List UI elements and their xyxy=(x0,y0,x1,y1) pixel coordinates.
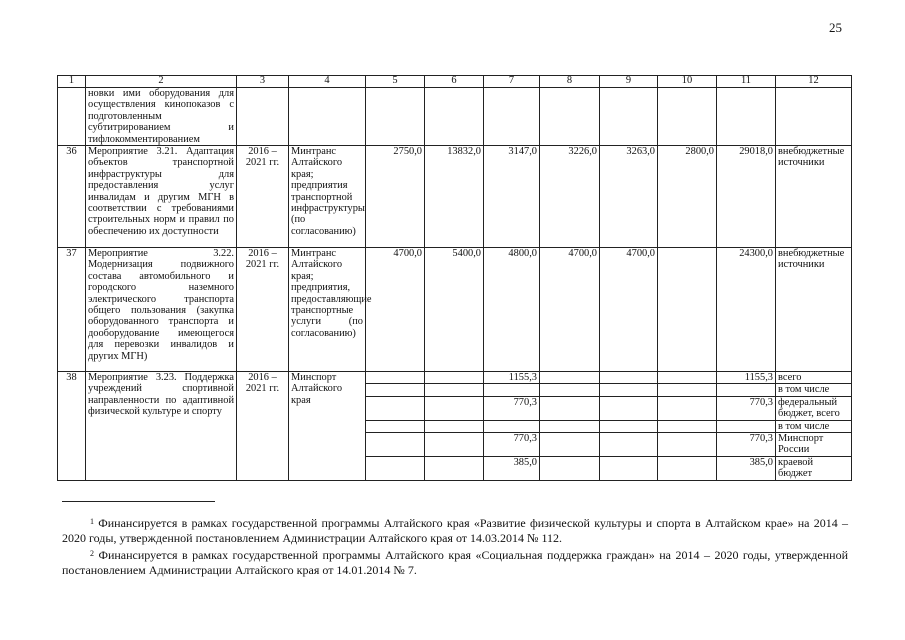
column-header: 7 xyxy=(484,76,540,88)
cell-source: внебюджетные источники xyxy=(776,146,852,248)
footnote-mark: 1 xyxy=(90,517,94,526)
column-header: 8 xyxy=(540,76,600,88)
cell-source: в том числе xyxy=(776,420,852,432)
footnote-indent xyxy=(62,516,90,530)
cell-source: Минспорт России xyxy=(776,433,852,457)
footnote-indent xyxy=(62,548,90,562)
cell-value: 24300,0 xyxy=(717,248,776,372)
cell-value xyxy=(425,384,484,396)
cell-num: 38 xyxy=(58,372,86,481)
cell-value xyxy=(366,372,425,384)
cell-value: 4700,0 xyxy=(540,248,600,372)
cell-value xyxy=(366,396,425,420)
cell-source: в том числе xyxy=(776,384,852,396)
cell-value xyxy=(717,384,776,396)
cell-source: всего xyxy=(776,372,852,384)
cell-executor xyxy=(289,88,366,146)
cell-value xyxy=(658,372,717,384)
cell-value: 2800,0 xyxy=(658,146,717,248)
header-row xyxy=(58,76,852,88)
cell-value xyxy=(540,88,600,146)
cell-num: 36 xyxy=(58,146,86,248)
cell-value xyxy=(658,384,717,396)
cell-source: краевой бюджет xyxy=(776,456,852,480)
cell-value xyxy=(600,396,658,420)
cell-value xyxy=(658,248,717,372)
cell-source xyxy=(776,88,852,146)
cell-source: федеральный бюджет, всего xyxy=(776,396,852,420)
cell-value xyxy=(717,88,776,146)
cell-description: новки ими оборудования для осуществления кинопоказов с подготовленным субтитрированием и тифлокомментированием xyxy=(86,88,237,146)
cell-value xyxy=(540,433,600,457)
cell-value xyxy=(540,372,600,384)
cell-value: 2750,0 xyxy=(366,146,425,248)
cell-period: 2016 – 2021 гг. xyxy=(237,372,289,481)
cell-value: 13832,0 xyxy=(425,146,484,248)
cell-value: 3263,0 xyxy=(600,146,658,248)
cell-value: 4700,0 xyxy=(600,248,658,372)
cell-value xyxy=(717,420,776,432)
cell-value xyxy=(540,420,600,432)
column-header: 5 xyxy=(366,76,425,88)
cell-value: 770,3 xyxy=(484,433,540,457)
cell-description: Мероприятие 3.21. Адаптация объектов транспортной инфраструктуры для предоставления услуг инвалидам и другим МГН в соответствии с требованиями строительных норм и правил по обеспечению их доступности xyxy=(86,146,237,248)
cell-value: 385,0 xyxy=(484,456,540,480)
cell-value: 770,3 xyxy=(717,396,776,420)
cell-value xyxy=(425,396,484,420)
column-header: 9 xyxy=(600,76,658,88)
cell-value xyxy=(600,384,658,396)
cell-value: 29018,0 xyxy=(717,146,776,248)
cell-value xyxy=(600,420,658,432)
column-header: 3 xyxy=(237,76,289,88)
column-header: 10 xyxy=(658,76,717,88)
cell-num: 37 xyxy=(58,248,86,372)
cell-value xyxy=(425,420,484,432)
cell-value xyxy=(425,456,484,480)
footnote-1 xyxy=(62,516,848,546)
cell-value xyxy=(540,396,600,420)
column-header: 12 xyxy=(776,76,852,88)
cell-value xyxy=(484,88,540,146)
cell-source: внебюджетные источники xyxy=(776,248,852,372)
cell-value xyxy=(366,420,425,432)
cell-period xyxy=(237,88,289,146)
footnote-2 xyxy=(62,548,848,578)
cell-value xyxy=(366,456,425,480)
column-header: 1 xyxy=(58,76,86,88)
cell-value xyxy=(425,88,484,146)
program-activities-table xyxy=(57,75,852,481)
cell-value xyxy=(600,433,658,457)
cell-value xyxy=(425,433,484,457)
cell-value xyxy=(425,372,484,384)
cell-value xyxy=(658,456,717,480)
cell-value xyxy=(540,384,600,396)
table-row-37 xyxy=(58,248,852,372)
cell-value: 1155,3 xyxy=(717,372,776,384)
cell-value xyxy=(658,433,717,457)
footnote-mark: 2 xyxy=(90,549,94,558)
cell-value: 3147,0 xyxy=(484,146,540,248)
cell-num xyxy=(58,88,86,146)
cell-value: 770,3 xyxy=(484,396,540,420)
page-number: 25 xyxy=(829,20,842,35)
cell-value xyxy=(484,384,540,396)
cell-value xyxy=(366,88,425,146)
cell-value: 3226,0 xyxy=(540,146,600,248)
cell-value: 4700,0 xyxy=(366,248,425,372)
cell-executor: Минтранс Алтайского края; предприятия, предоставляющие транспортные услуги (по согласованию) xyxy=(289,248,366,372)
cell-executor: Минтранс Алтайского края; предприятия транспортной инфраструктуры (по согласованию) xyxy=(289,146,366,248)
table-row-continuation xyxy=(58,88,852,146)
cell-value: 4800,0 xyxy=(484,248,540,372)
cell-value xyxy=(600,372,658,384)
footnote-text: Финансируется в рамках государственной программы Алтайского края «Социальная поддержка граждан» на 2014 – 2020 годы, утвержденной постановлением Администрации Алтайского края от 14.01.2014 № 7. xyxy=(62,548,848,577)
column-header: 4 xyxy=(289,76,366,88)
cell-value: 385,0 xyxy=(717,456,776,480)
cell-executor: Минспорт Алтайского края xyxy=(289,372,366,481)
cell-value xyxy=(600,456,658,480)
footnote-text: Финансируется в рамках государственной программы Алтайского края «Развитие физической культуры и спорта в Алтайском крае» на 2014 – 2020 годы, утвержденной постановлением Администрации Алтайского края от 14.03.2014 № 112. xyxy=(62,516,849,545)
column-header: 6 xyxy=(425,76,484,88)
column-header: 11 xyxy=(717,76,776,88)
cell-value xyxy=(540,456,600,480)
cell-value: 770,3 xyxy=(717,433,776,457)
table-row-36 xyxy=(58,146,852,248)
cell-description: Мероприятие 3.22. Модернизация подвижного состава автомобильного и городского наземного электрического транспорта общего пользования (закупка оборудованного транспорта и дооборудование имеющегося для перевозки инвалидов и других МГН) xyxy=(86,248,237,372)
cell-value xyxy=(658,396,717,420)
cell-description: Мероприятие 3.23. Поддержка учреждений спортивной направленности по адаптивной физической культуре и спорту xyxy=(86,372,237,481)
cell-value xyxy=(658,88,717,146)
cell-value xyxy=(366,384,425,396)
cell-value xyxy=(484,420,540,432)
cell-period: 2016 – 2021 гг. xyxy=(237,248,289,372)
footnote-separator xyxy=(62,501,215,502)
column-header: 2 xyxy=(86,76,237,88)
cell-period: 2016 – 2021 гг. xyxy=(237,146,289,248)
cell-value: 1155,3 xyxy=(484,372,540,384)
table-row-38 xyxy=(58,372,852,384)
cell-value xyxy=(658,420,717,432)
cell-value xyxy=(600,88,658,146)
cell-value: 5400,0 xyxy=(425,248,484,372)
cell-value xyxy=(366,433,425,457)
